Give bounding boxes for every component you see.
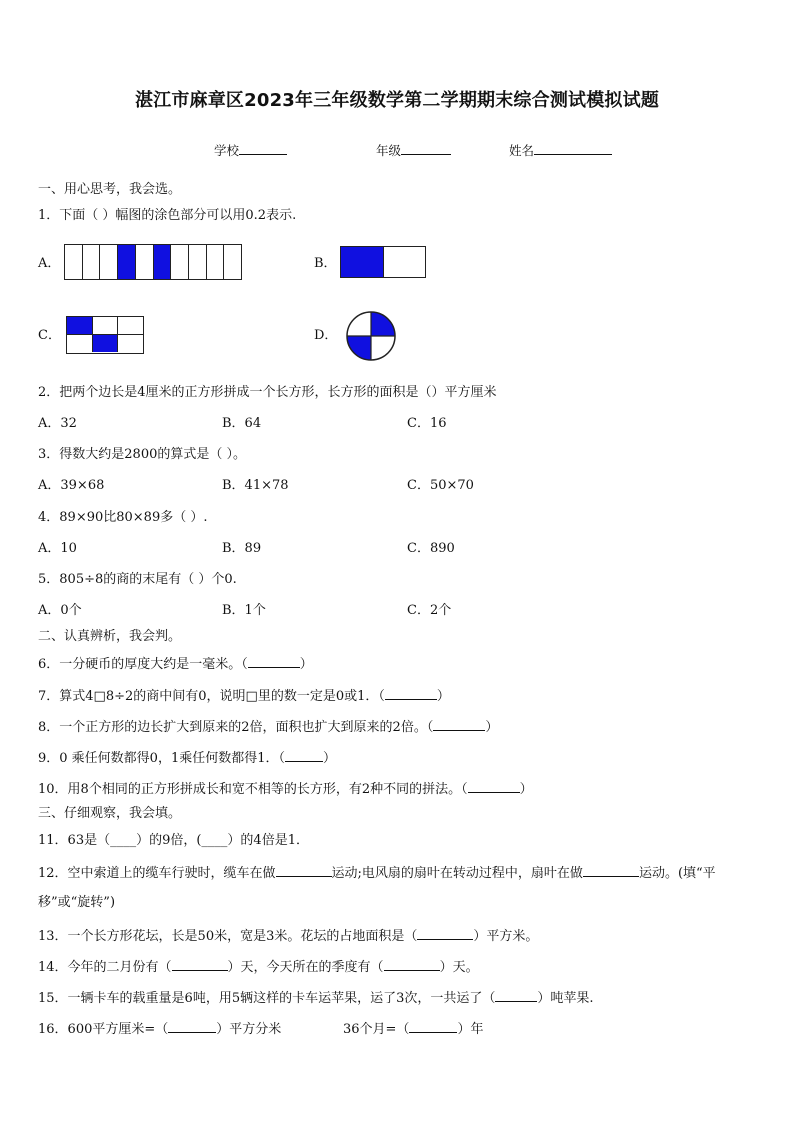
q7-answer-blank[interactable] xyxy=(385,687,437,700)
q15 xyxy=(38,989,594,1007)
name-label: 姓名 xyxy=(509,143,535,158)
q15-end: ）吨苹果. xyxy=(537,991,594,1006)
q3-option-b[interactable]: B．41×78 xyxy=(222,478,289,493)
option-c-grid-top-row xyxy=(67,317,143,335)
empty-cell xyxy=(384,247,426,277)
option-c-grid-bottom-row xyxy=(67,335,143,352)
empty-cell xyxy=(118,335,143,352)
school-field xyxy=(214,141,287,159)
option-d-circle-figure[interactable] xyxy=(345,306,397,366)
q15-answer-blank[interactable] xyxy=(495,989,537,1002)
q12-part-1: 12．空中索道上的缆车行驶时，缆车在做 xyxy=(38,866,276,881)
empty-cell xyxy=(171,245,189,279)
q13-answer-blank[interactable] xyxy=(417,927,473,940)
empty-cell xyxy=(83,245,101,279)
q5-option-a[interactable]: A．0个 xyxy=(38,603,82,618)
q1-text: 1．下面（ ）幅图的涂色部分可以用0.2表示. xyxy=(38,208,297,223)
q9-answer-blank[interactable] xyxy=(285,749,323,762)
q12-part-2: 运动;电风扇的扇叶在转动过程中，扇叶在做 xyxy=(331,866,583,881)
q16-b-unit: ）年 xyxy=(457,1022,484,1037)
q2-option-b[interactable]: B．64 xyxy=(222,416,262,431)
q8 xyxy=(38,718,498,736)
shaded-cell xyxy=(93,335,119,352)
q3-option-a[interactable]: A．39×68 xyxy=(38,478,105,493)
q10-text: 10．用8个相同的正方形拼成长和宽不相等的长方形，有2种不同的拼法。（ xyxy=(38,782,468,797)
q4-option-c[interactable]: C．890 xyxy=(407,541,455,556)
school-label: 学校 xyxy=(214,143,240,158)
q4-option-a[interactable]: A．10 xyxy=(38,541,77,556)
q7 xyxy=(38,687,450,705)
empty-cell xyxy=(136,245,154,279)
q13-text: 13．一个长方形花坛，长是50米，宽是3米。花坛的占地面积是（ xyxy=(38,929,418,944)
q14-blank-1[interactable] xyxy=(172,958,228,971)
q15-text: 15．一辆卡车的载重量是6吨，用5辆这样的卡车运苹果，运了3次，一共运了（ xyxy=(38,991,496,1006)
empty-cell xyxy=(93,317,119,334)
q16-part-a xyxy=(38,1020,281,1038)
empty-cell xyxy=(207,245,225,279)
q9-close: ） xyxy=(323,751,337,766)
option-a-strip-figure[interactable] xyxy=(64,244,242,280)
option-b-strip-figure[interactable] xyxy=(340,246,426,278)
empty-cell xyxy=(65,245,83,279)
q11-text: 11．63是（____）的9倍，(____）的4倍是1． xyxy=(38,833,309,848)
q6-answer-blank[interactable] xyxy=(248,655,300,668)
empty-cell xyxy=(189,245,207,279)
shaded-cell xyxy=(341,247,384,277)
q1-option-a-label: A． xyxy=(38,256,61,271)
q6-text: 6．一分硬币的厚度大约是一毫米。（ xyxy=(38,657,248,672)
q1-option-b-label: B． xyxy=(314,256,337,271)
q5-option-b[interactable]: B．1个 xyxy=(222,603,266,618)
q9-text: 9．0 乘任何数都得0，1乘任何数都得1．（ xyxy=(38,751,285,766)
q7-close: ） xyxy=(436,689,450,704)
shaded-cell xyxy=(67,317,93,334)
q3-option-c[interactable]: C．50×70 xyxy=(407,478,474,493)
q10-close: ） xyxy=(519,782,533,797)
q4-option-b[interactable]: B．89 xyxy=(222,541,262,556)
q16-a-text: 16．600平方厘米=（ xyxy=(38,1022,169,1037)
q13-end: ）平方米。 xyxy=(473,929,539,944)
q16-part-b xyxy=(343,1020,483,1038)
q9 xyxy=(38,749,336,767)
shaded-cell xyxy=(154,245,172,279)
empty-cell xyxy=(100,245,118,279)
q12-part-3: 运动。(填“平 xyxy=(638,866,716,881)
q10-answer-blank[interactable] xyxy=(468,780,520,793)
q1-option-c-label: C． xyxy=(38,328,61,343)
option-c-grid-figure[interactable] xyxy=(66,316,144,354)
page-title: 湛江市麻章区2023年三年级数学第二学期期末综合测试模拟试题 xyxy=(134,90,660,111)
empty-cell xyxy=(224,245,241,279)
q12-blank-1[interactable] xyxy=(276,864,332,877)
q10 xyxy=(38,780,533,798)
grade-label: 年级 xyxy=(376,143,402,158)
q16-b-blank[interactable] xyxy=(409,1020,457,1033)
q5-text: 5．805÷8的商的末尾有（ ）个0. xyxy=(38,572,237,587)
q16-b-text: 36个月=（ xyxy=(343,1022,410,1037)
name-field xyxy=(509,141,612,159)
q4-text: 4．89×90比80×89多（ ）. xyxy=(38,510,208,525)
q8-answer-blank[interactable] xyxy=(433,718,485,731)
section-1-heading: 一、用心思考，我会选。 xyxy=(38,182,182,197)
q8-close: ） xyxy=(485,720,499,735)
section-2-heading: 二、认真辨析，我会判。 xyxy=(38,629,182,644)
q14-mid: ）天，今天所在的季度有（ xyxy=(227,960,384,975)
q2-text: 2．把两个边长是4厘米的正方形拼成一个长方形，长方形的面积是（）平方厘米 xyxy=(38,385,497,400)
q6-close: ） xyxy=(299,657,313,672)
grade-field xyxy=(376,141,451,159)
shaded-cell xyxy=(118,245,136,279)
q1-option-d-label: D． xyxy=(314,328,338,343)
q12-line-2: 移”或“旋转”) xyxy=(38,895,116,910)
q7-text: 7．算式4□8÷2的商中间有0，说明□里的数一定是0或1．（ xyxy=(38,689,385,704)
q5-option-c[interactable]: C．2个 xyxy=(407,603,452,618)
empty-cell xyxy=(67,335,93,352)
q14-end: ）天。 xyxy=(439,960,479,975)
q6 xyxy=(38,655,313,673)
q2-option-a[interactable]: A．32 xyxy=(38,416,77,431)
q3-text: 3．得数大约是2800的算式是（ ）。 xyxy=(38,447,246,462)
q16-a-blank[interactable] xyxy=(168,1020,216,1033)
q14-blank-2[interactable] xyxy=(384,958,440,971)
q13 xyxy=(38,927,538,945)
empty-cell xyxy=(118,317,143,334)
q8-text: 8．一个正方形的边长扩大到原来的2倍，面积也扩大到原来的2倍。（ xyxy=(38,720,434,735)
q12-line-1 xyxy=(38,864,716,882)
q14 xyxy=(38,958,479,976)
section-3-heading: 三、仔细观察，我会填。 xyxy=(38,806,182,821)
q12-blank-2[interactable] xyxy=(583,864,639,877)
q2-option-c[interactable]: C．16 xyxy=(407,416,447,431)
q14-text: 14．今年的二月份有（ xyxy=(38,960,172,975)
school-blank[interactable] xyxy=(239,142,287,155)
grade-blank[interactable] xyxy=(401,142,451,155)
q16-a-unit: ）平方分米 xyxy=(216,1022,282,1037)
name-blank[interactable] xyxy=(534,142,612,155)
